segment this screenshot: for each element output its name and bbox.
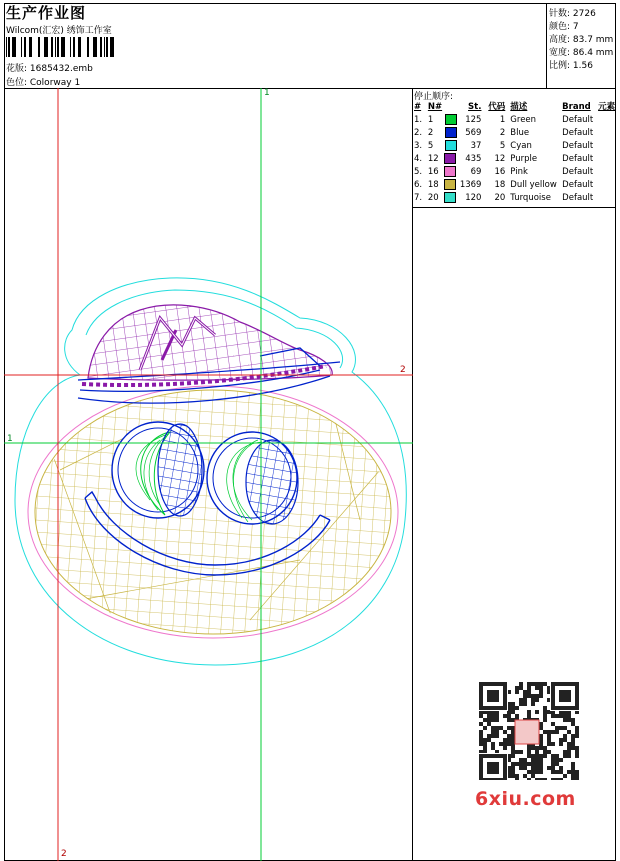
- stitch-cell: 37: [470, 141, 482, 151]
- stitch-cell: 125: [465, 115, 482, 125]
- company-name: Wilcom(汇宏) 绣饰工作室: [6, 26, 112, 36]
- code-cell: 1: [499, 115, 506, 125]
- needle-number: 16: [427, 167, 439, 177]
- stitch-cell: 1369: [459, 180, 482, 190]
- desc-cell: Cyan: [510, 141, 532, 151]
- code-cell: 18: [494, 180, 506, 190]
- stitch-cell: 569: [465, 128, 482, 138]
- axis-label-v1: 1: [264, 88, 270, 98]
- brand-cell: Default: [562, 167, 594, 177]
- design-width: 宽度: 86.4 mm: [549, 48, 614, 58]
- brand-cell: Default: [562, 193, 594, 203]
- stop-sequence-label: 停止顺序:: [414, 92, 454, 102]
- col-header: 描述: [510, 102, 528, 112]
- watermark-site: 6xiu.com: [475, 788, 576, 810]
- desc-cell: Blue: [510, 128, 530, 138]
- stitch-cell: 435: [465, 154, 482, 164]
- needle-number: 1: [427, 115, 434, 125]
- right-pupil: [246, 440, 298, 524]
- row-index: 1.: [414, 115, 423, 125]
- code-cell: 16: [494, 167, 506, 177]
- colorway: 色位: Colorway 1: [6, 78, 81, 88]
- desc-cell: Green: [510, 115, 537, 125]
- design-height: 高度: 83.7 mm: [549, 35, 614, 45]
- design-scale: 比例: 1.56: [549, 61, 593, 71]
- yellow-fill: [35, 390, 391, 634]
- needle-number: 18: [427, 180, 439, 190]
- col-header: 代码: [488, 102, 506, 112]
- axis-label-v2: 2: [61, 849, 67, 859]
- brand-cell: Default: [562, 115, 594, 125]
- row-index: 6.: [414, 180, 423, 190]
- code-cell: 20: [494, 193, 506, 203]
- design-file: 花版: 1685432.emb: [6, 64, 93, 74]
- desc-cell: Dull yellow: [510, 180, 557, 190]
- code-cell: 12: [494, 154, 506, 164]
- col-header: St.: [468, 102, 482, 112]
- qr-code: [471, 680, 584, 780]
- col-header: Brand: [562, 102, 591, 112]
- col-header: #: [414, 102, 422, 112]
- row-index: 5.: [414, 167, 423, 177]
- axis-label-h2: 2: [400, 365, 406, 375]
- left-pupil: [158, 424, 202, 516]
- stitch-cell: 120: [465, 193, 482, 203]
- brand-cell: Default: [562, 154, 594, 164]
- needle-number: 20: [427, 193, 439, 203]
- row-index: 4.: [414, 154, 423, 164]
- page-title: 生产作业图: [6, 4, 87, 22]
- desc-cell: Purple: [510, 154, 538, 164]
- row-index: 7.: [414, 193, 423, 203]
- row-index: 3.: [414, 141, 423, 151]
- axis-label-h1: 1: [7, 434, 13, 444]
- stitch-count: 针数: 2726: [549, 9, 596, 19]
- code-cell: 2: [499, 128, 506, 138]
- brand-cell: Default: [562, 180, 594, 190]
- needle-number: 12: [427, 154, 439, 164]
- purple-cap: [88, 305, 332, 380]
- desc-cell: Turquoise: [510, 193, 551, 203]
- col-header: 元素: [598, 102, 616, 112]
- needle-number: 2: [427, 128, 434, 138]
- brand-cell: Default: [562, 128, 594, 138]
- col-header: N#: [427, 102, 443, 112]
- desc-cell: Pink: [510, 167, 528, 177]
- stitch-cell: 69: [470, 167, 482, 177]
- needle-number: 5: [427, 141, 434, 151]
- row-index: 2.: [414, 128, 423, 138]
- code-cell: 5: [499, 141, 506, 151]
- color-count: 颜色: 7: [549, 22, 579, 32]
- brand-cell: Default: [562, 141, 594, 151]
